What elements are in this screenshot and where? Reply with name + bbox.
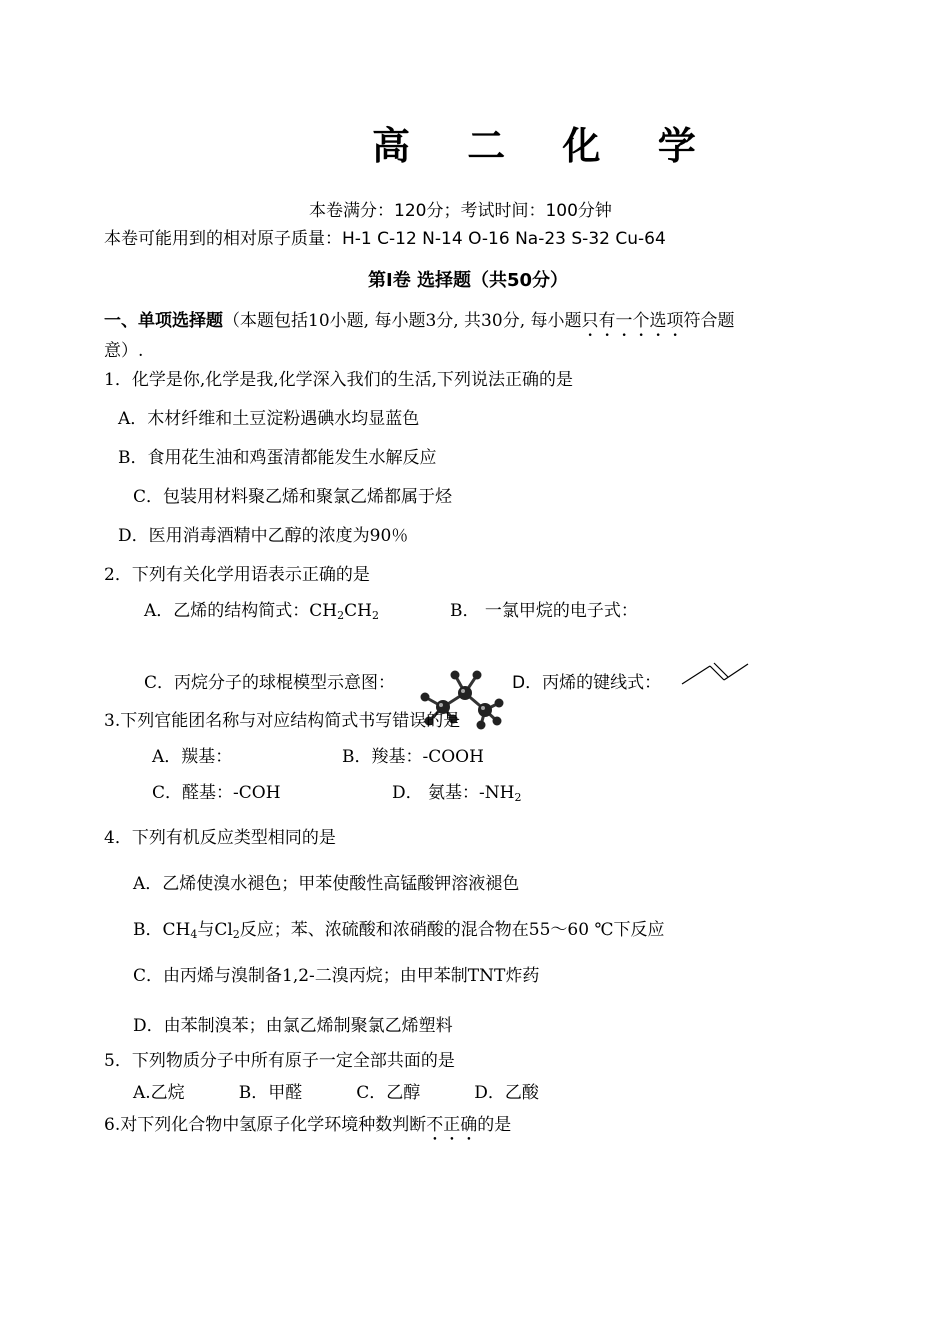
q5-stem: 5．下列物质分子中所有原子一定全部共面的是: [104, 1051, 455, 1071]
q6-stem-emphasis: 不正确: [426, 1115, 478, 1135]
part-heading: 一、单项选择题: [104, 311, 223, 331]
part-emphasis: 只有一个选项: [581, 311, 684, 331]
q2-option-d: D．丙烯的键线式：: [512, 673, 662, 693]
q1-option-d: D．医用消毒酒精中乙醇的浓度为90％: [118, 526, 409, 546]
q2-a-mid: CH: [344, 601, 372, 621]
q4-option-b: [133, 919, 664, 941]
q4-b-mid: 与Cl: [197, 920, 233, 940]
q3-option-d: [392, 782, 521, 804]
q4-stem: 4．下列有机反应类型相同的是: [104, 828, 336, 848]
q4-b-pre: B．CH: [133, 920, 191, 940]
q1-option-b: B．食用花生油和鸡蛋清都能发生水解反应: [118, 448, 437, 468]
part-desc-c: 意）.: [104, 341, 144, 361]
q4-option-c: C．由丙烯与溴制备1,2-二溴丙烷；由甲苯制TNT炸药: [133, 966, 540, 986]
q3-option-b: B．羧基：-COOH: [342, 747, 484, 767]
q6-stem-pre: 6.对下列化合物中氢原子化学环境种数判断: [104, 1115, 427, 1135]
q3-d-sub: 2: [514, 791, 522, 804]
q4-b-sub2: 2: [232, 928, 240, 941]
q3-d-pre: D． 氨基：-NH: [392, 783, 515, 803]
q3-option-c: C．醛基：-COH: [152, 783, 281, 803]
q6-stem-post: 的是: [477, 1115, 512, 1135]
q4-option-d: D．由苯制溴苯；由氯乙烯制聚氯乙烯塑料: [133, 1016, 453, 1036]
atomic-mass-line: 本卷可能用到的相对原子质量：H-1 C-12 N-14 O-16 Na-23 S-32 Cu-64: [104, 229, 666, 249]
propene-skeletal-image: [680, 660, 750, 690]
q5-options: A.乙烷 B．甲醛 C．乙醇 D．乙酸: [133, 1083, 539, 1103]
q4-b-sub1: 4: [190, 928, 198, 941]
q6-stem: [104, 1114, 511, 1145]
part-instructions: [104, 310, 735, 341]
part-desc-b: 符合题: [683, 311, 735, 331]
q2-option-b: B． 一氯甲烷的电子式：: [450, 601, 638, 621]
q4-b-post: 反应；苯、浓硫酸和浓硝酸的混合物在55～60 ℃下反应: [239, 920, 665, 940]
q4-option-a: A．乙烯使溴水褪色；甲苯使酸性高锰酸钾溶液褪色: [133, 874, 520, 894]
page-title: 高 二 化 学: [372, 123, 718, 168]
q2-a-sub2: 2: [371, 609, 379, 622]
score-time-line: 本卷满分：120分；考试时间：100分钟: [309, 201, 612, 221]
part-desc-a: （本题包括10小题, 每小题3分, 共30分, 每小题: [223, 311, 582, 331]
q2-a-pre: A．乙烯的结构简式：CH: [144, 601, 338, 621]
q2-option-c: C．丙烷分子的球棍模型示意图：: [144, 673, 396, 693]
q1-stem: 1．化学是你,化学是我,化学深入我们的生活,下列说法正确的是: [104, 370, 574, 390]
q3-stem: 3.下列官能团名称与对应结构简式书写错误的是: [104, 711, 461, 731]
q2-a-sub1: 2: [337, 609, 345, 622]
q1-option-c: C．包装用材料聚乙烯和聚氯乙烯都属于烃: [133, 487, 453, 507]
q2-option-a: [144, 600, 379, 622]
q1-option-a: A．木材纤维和土豆淀粉遇碘水均显蓝色: [118, 409, 420, 429]
q3-option-a: A．羰基：: [152, 747, 233, 767]
q2-stem: 2．下列有关化学用语表示正确的是: [104, 565, 370, 585]
section-title: 第Ⅰ卷 选择题（共50分）: [368, 270, 569, 291]
